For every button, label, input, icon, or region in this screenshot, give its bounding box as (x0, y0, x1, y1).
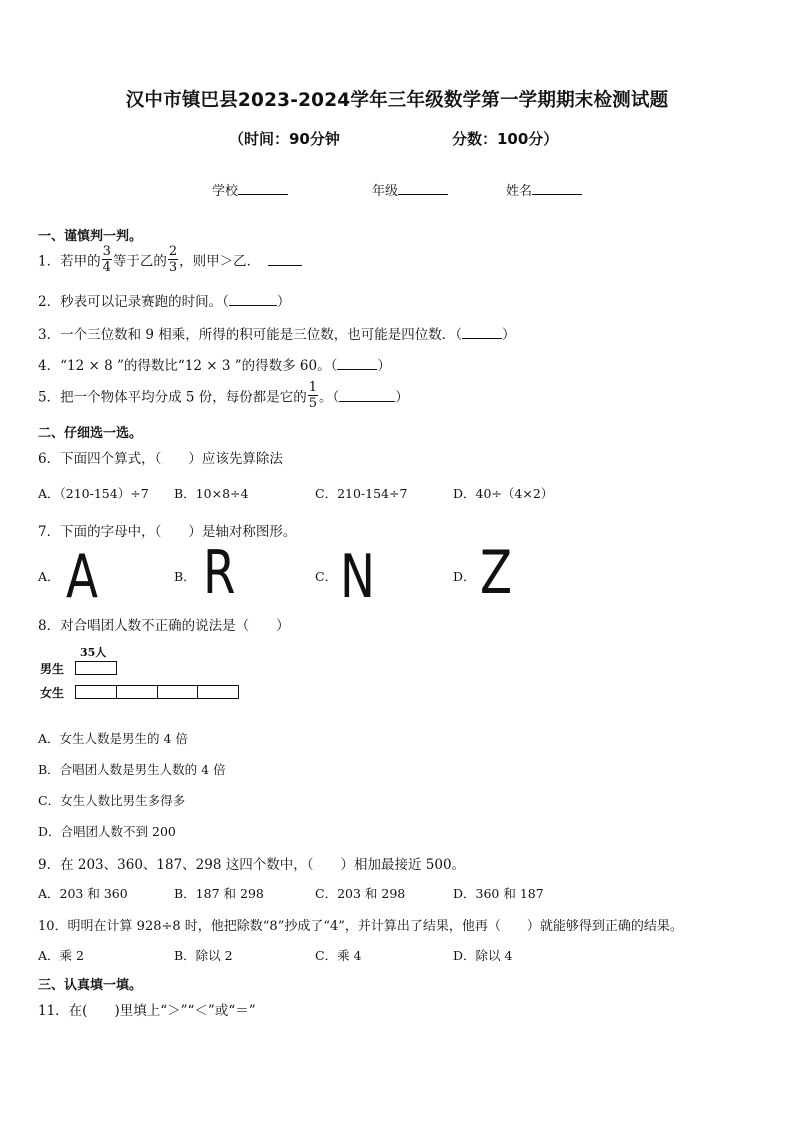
q5-numerator: 1 (308, 380, 318, 395)
question-6: 6．下面四个算式，（ ）应该先算除法 (38, 451, 283, 467)
q8-segment-diagram (40, 644, 250, 706)
q7-letter-z: Z (480, 538, 513, 608)
q7-letter-n: N (340, 542, 376, 612)
q7-option-c[interactable]: C． (315, 569, 338, 584)
question-4 (38, 354, 391, 374)
q8-girls-segment (117, 686, 158, 698)
q8-count-label: 35人 (80, 646, 107, 659)
q10-option-a[interactable]: A．乘 2 (38, 948, 84, 963)
q2-close: ） (276, 294, 291, 310)
question-9: 9．在 203、360、187、298 这四个数中，（ ）相加最接近 500。 (38, 857, 466, 873)
q6-option-d[interactable]: D．40÷（4×2） (453, 486, 554, 501)
name-blank[interactable] (532, 182, 582, 195)
page-title: 汉中市镇巴县2023-2024学年三年级数学第一学期期末检测试题 (125, 90, 669, 111)
q8-boys-bar (75, 661, 117, 675)
question-11: 11．在( )里填上“＞”“＜”或“＝” (38, 1003, 256, 1019)
q10-option-b[interactable]: B．除以 2 (174, 948, 233, 963)
q5-fraction (308, 380, 318, 411)
q1-f2-numerator: 2 (168, 244, 178, 259)
section-1-heading: 一、谨慎判一判。 (38, 229, 143, 244)
q1-f2-denominator: 3 (168, 260, 178, 275)
q9-option-b[interactable]: B．187 和 298 (174, 886, 264, 901)
q4-text: 4．“12 × 8 ”的得数比“12 × 3 ”的得数多 60。（ (38, 358, 338, 374)
q3-answer-blank[interactable] (462, 326, 502, 339)
q1-answer-blank[interactable] (268, 253, 302, 266)
school-label: 学校 (212, 184, 239, 199)
q10-option-c[interactable]: C．乘 4 (315, 948, 362, 963)
q8-option-a[interactable]: A．女生人数是男生的 4 倍 (38, 731, 188, 746)
q9-option-a[interactable]: A．203 和 360 (38, 886, 128, 901)
q7-option-b[interactable]: B． (174, 569, 196, 584)
q7-letter-a: A (66, 542, 99, 612)
q8-option-c[interactable]: C．女生人数比男生多得多 (38, 793, 186, 808)
q6-option-a[interactable]: A．（210-154）÷7 (38, 486, 149, 501)
q1-f1-denominator: 4 (102, 260, 111, 275)
q7-option-a[interactable]: A． (38, 569, 60, 584)
q6-option-b[interactable]: B．10×8÷4 (174, 486, 249, 501)
q1-fraction-1 (102, 244, 112, 275)
q2-answer-blank[interactable] (229, 293, 277, 306)
grade-field[interactable] (372, 180, 448, 199)
q8-girls-segment (198, 686, 238, 698)
question-7: 7．下面的字母中，（ ）是轴对称图形。 (38, 524, 297, 540)
q5-text-b: 。（ (319, 389, 340, 406)
question-10: 10．明明在计算 928÷8 时，他把除数“8”抄成了“4”，并计算出了结果，他再（ ）就能够得到正确的结果。 (38, 919, 683, 934)
q2-text: 2．秒表可以记录赛跑的时间。（ (38, 294, 229, 310)
question-1 (38, 244, 302, 275)
q3-close: ） (502, 327, 516, 343)
q8-girls-segment (76, 686, 117, 698)
question-3 (38, 323, 516, 343)
q9-option-c[interactable]: C．203 和 298 (315, 886, 406, 901)
q5-close: ） (395, 389, 409, 406)
q10-option-d[interactable]: D．除以 4 (453, 948, 513, 963)
exam-score: 分数：100分） (452, 130, 559, 148)
q3-text: 3．一个三位数和 9 相乘，所得的积可能是三位数，也可能是四位数．（ (38, 327, 463, 343)
q7-letter-r: R (203, 538, 236, 608)
school-field[interactable] (212, 180, 288, 199)
section-3-heading: 三、认真填一填。 (38, 978, 143, 993)
school-blank[interactable] (238, 182, 288, 195)
q1-fraction-2 (168, 244, 178, 275)
q1-text-c: ，则甲＞乙． (179, 253, 261, 270)
exam-time: （时间：90分钟 (229, 130, 340, 148)
q1-text-b: 等于乙的 (112, 253, 167, 270)
question-8: 8．对合唱团人数不正确的说法是（ ） (38, 618, 290, 634)
q9-option-d[interactable]: D．360 和 187 (453, 886, 544, 901)
q8-boys-label: 男生 (40, 662, 65, 676)
q5-answer-blank[interactable] (339, 389, 395, 402)
name-field[interactable] (506, 180, 582, 199)
grade-blank[interactable] (398, 182, 448, 195)
q8-option-b[interactable]: B．合唱团人数是男生人数的 4 倍 (38, 762, 226, 777)
q7-option-d[interactable]: D． (453, 569, 476, 584)
section-2-heading: 二、仔细选一选。 (38, 426, 143, 441)
grade-label: 年级 (372, 184, 399, 199)
q1-text-a: 1．若甲的 (38, 253, 101, 270)
name-label: 姓名 (506, 184, 533, 199)
q6-option-c[interactable]: C．210-154÷7 (315, 486, 408, 501)
question-5 (38, 380, 409, 411)
q1-f1-numerator: 3 (102, 244, 111, 259)
q5-denominator: 5 (308, 396, 318, 411)
q8-girls-label: 女生 (40, 686, 65, 700)
q5-text-a: 5．把一个物体平均分成 5 份，每份都是它的 (38, 389, 307, 406)
q8-girls-segment (158, 686, 199, 698)
q4-close: ） (377, 358, 391, 374)
q4-answer-blank[interactable] (337, 357, 377, 370)
question-2 (38, 290, 290, 310)
q8-girls-bar (75, 685, 239, 699)
q8-option-d[interactable]: D．合唱团人数不到 200 (38, 824, 176, 839)
